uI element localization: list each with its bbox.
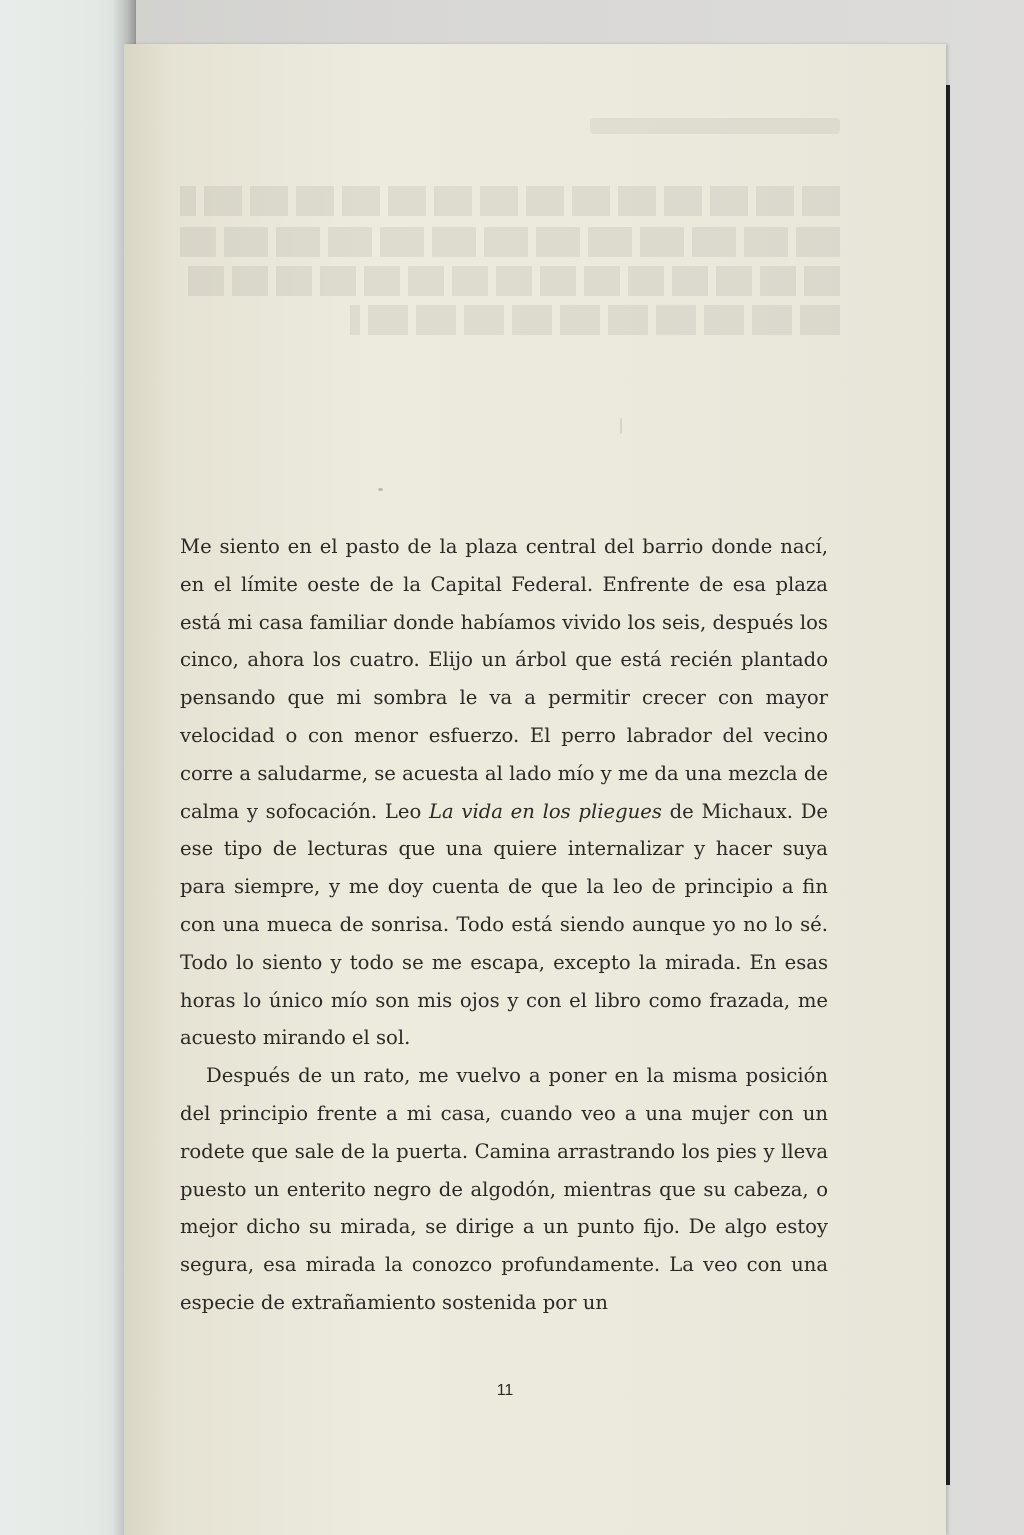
body-text bbox=[180, 528, 828, 1322]
book-title-italic: La vida en los pliegues bbox=[428, 799, 662, 823]
paragraph bbox=[180, 528, 828, 1057]
paper-speck bbox=[378, 488, 383, 491]
show-through-line bbox=[180, 266, 840, 296]
show-through-header bbox=[590, 118, 840, 134]
paragraph-text: Me siento en el pasto de la plaza central del barrio donde nací, en el límite oeste de la Capital Federal. Enfrente de esa plaza está mi casa familiar donde habíamos vivido los seis, después los cinco, ahora los cuatro. Elijo un árbol que está recién plantado pensando que mi sombra le va a permitir crecer con mayor velocidad o con menor esfuerzo. El perro labrador del vecino corre a saludarme, se acuesta al lado mío y me da una mezcla de calma y sofocación. Leo bbox=[180, 535, 828, 823]
paper-speck bbox=[620, 418, 622, 434]
show-through-line bbox=[180, 186, 840, 216]
paragraph: Después de un rato, me vuelvo a poner en la misma posición del principio frente a mi casa, cuando veo a una mujer con un rodete que sale de la puerta. Camina arrastrando los pies y lleva puesto un enterito negro de algodón, mientras que su cabeza, o mejor dicho su mirada, se dirige a un punto fijo. De algo estoy segura, esa mirada la conozco profundamente. La veo con una especie de extrañamiento sostenida por un bbox=[180, 1064, 828, 1314]
paragraph-text: de Michaux. De ese tipo de lecturas que una quiere internalizar y hacer suya para siempre, y me doy cuenta de que la leo de principio a fin con una mueca de sonrisa. Todo está siendo aunque yo no lo sé. Todo lo siento y todo se me escapa, excepto la mirada. En esas horas lo único mío son mis ojos y con el libro como frazada, me acuesto mirando el sol. bbox=[180, 799, 828, 1050]
show-through-line bbox=[180, 227, 840, 257]
page-number: 11 bbox=[496, 1382, 514, 1399]
show-through-line bbox=[350, 305, 840, 335]
